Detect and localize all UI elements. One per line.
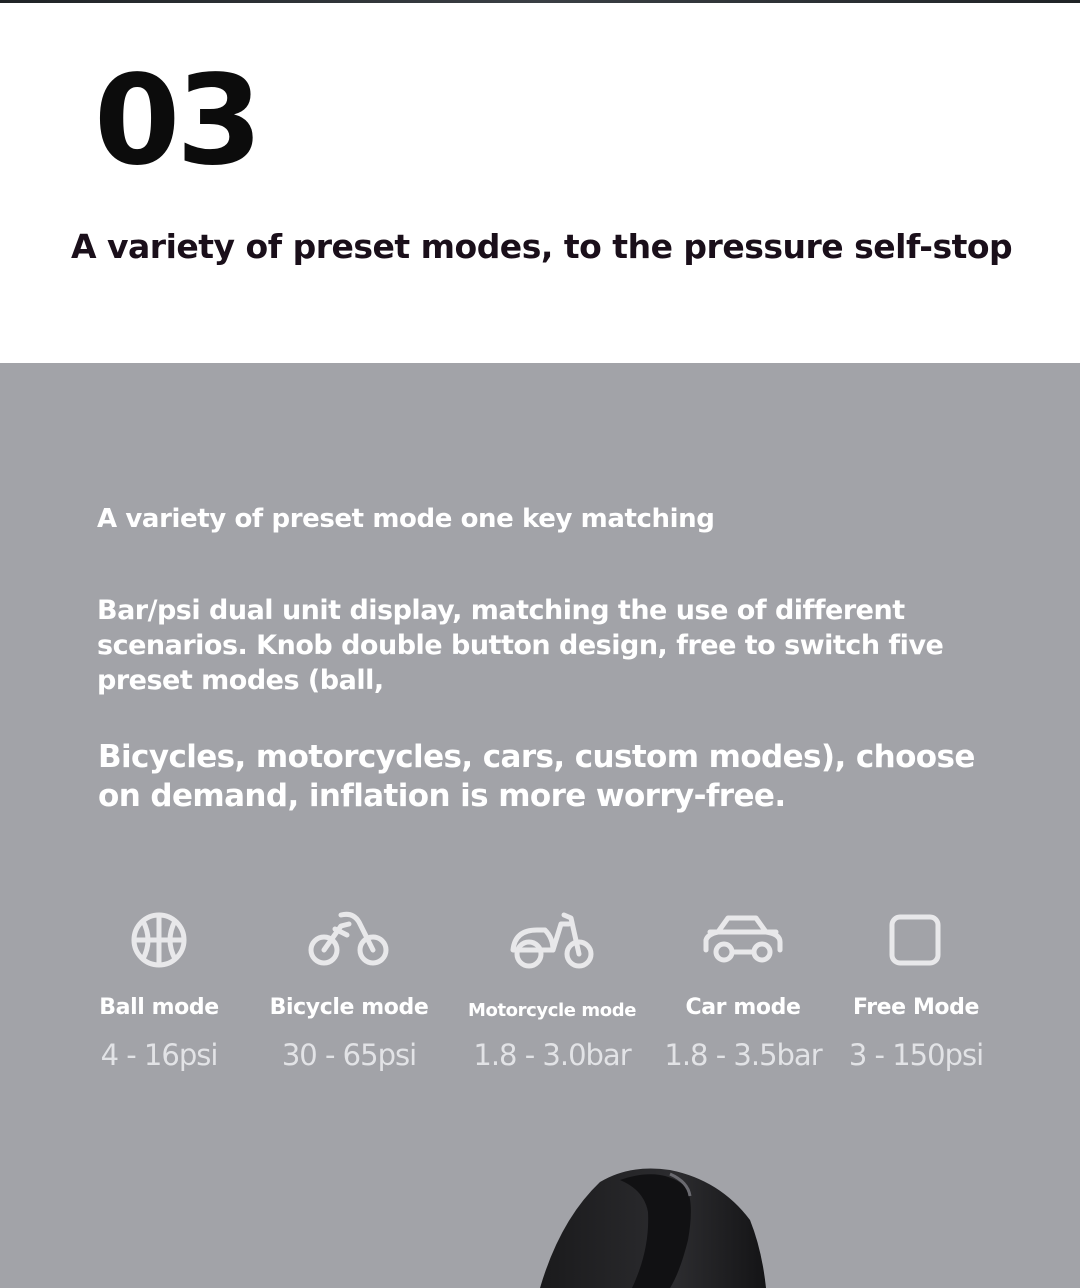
mode-item-car [658, 900, 828, 1100]
mode-name: Motorcycle mode [467, 1000, 637, 1021]
mode-name: Free Mode [852, 995, 980, 1020]
mode-range: 1.8 - 3.0bar [473, 1038, 631, 1072]
section-number: 03 [94, 49, 259, 193]
mode-name: Bicycle mode [269, 995, 429, 1020]
mode-name: Car mode [685, 995, 801, 1020]
mode-range: 3 - 150psi [848, 1038, 984, 1072]
motorcycle-icon [509, 910, 595, 970]
mode-list [0, 900, 1080, 1100]
car-icon [700, 910, 786, 970]
hero-section [0, 3, 1080, 363]
mode-range: 30 - 65psi [281, 1038, 417, 1072]
ball-icon [129, 910, 189, 970]
mode-item-ball [84, 900, 234, 1100]
mode-range: 1.8 - 3.5bar [664, 1038, 822, 1072]
mode-item-bicycle [269, 900, 429, 1100]
mode-item-free [838, 900, 994, 1100]
feature-panel [0, 363, 1080, 1288]
feature-description-2: Bicycles, motorcycles, cars, custom modes), choose on demand, inflation is more worry-free. [98, 739, 975, 814]
product-photo [520, 1160, 820, 1288]
bicycle-icon [307, 910, 391, 970]
mode-name: Ball mode [99, 995, 219, 1020]
feature-heading: A variety of preset mode one key matching [97, 504, 715, 534]
free-mode-icon [886, 910, 946, 970]
mode-item-motorcycle [467, 900, 637, 1100]
section-title: A variety of preset modes, to the pressure self-stop [71, 227, 1013, 266]
feature-description-1: Bar/psi dual unit display, matching the use of different scenarios. Knob double button design, free to switch five preset modes (ball, [97, 595, 944, 696]
mode-range: 4 - 16psi [100, 1038, 218, 1072]
